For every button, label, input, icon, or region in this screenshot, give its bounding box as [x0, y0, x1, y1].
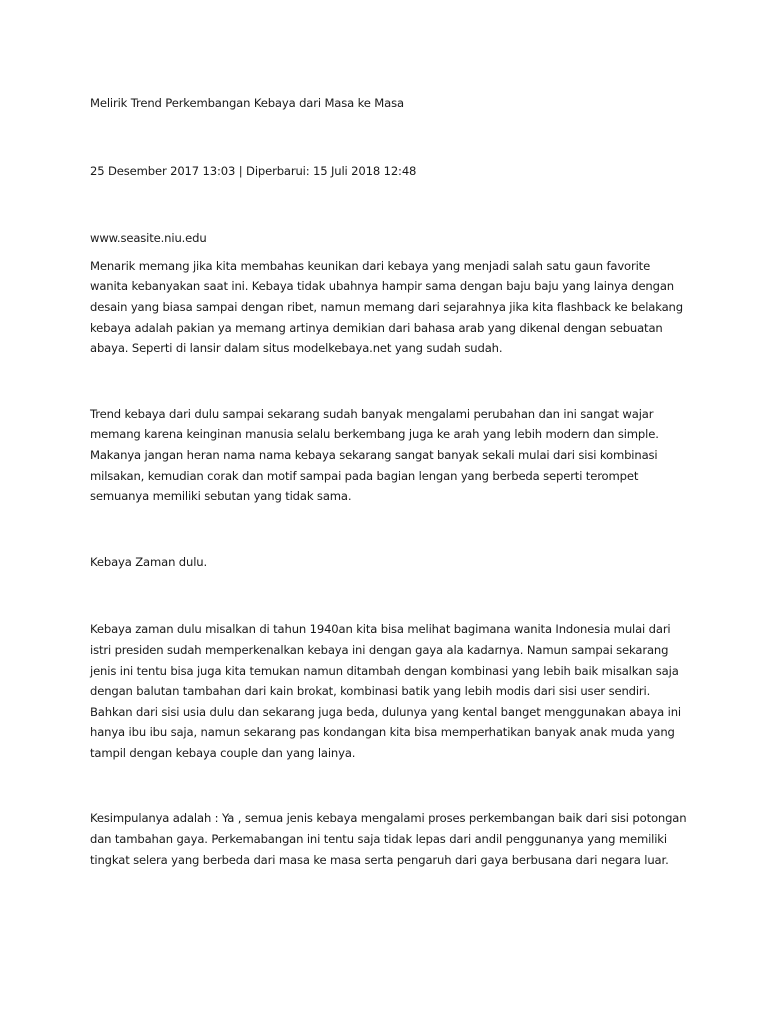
- paragraph-conclusion: Kesimpulanya adalah : Ya , semua jenis kebaya mengalami proses perkembangan baik dari sisi potongan dan tambahan gaya. Perkemabangan ini tentu saja tidak lepas dari andil penggunanya yang memiliki tingkat selera yang berbeda dari masa ke masa serta pengaruh dari gaya berbusana dari negara luar.: [90, 811, 687, 867]
- document-title: Melirik Trend Perkembangan Kebaya dari Masa ke Masa: [90, 96, 404, 110]
- paragraph-intro: Menarik memang jika kita membahas keunikan dari kebaya yang menjadi salah satu gaun favorite wanita kebanyakan saat ini. Kebaya tidak ubahnya hampir sama dengan baju baju yang lainya dengan desain yang biasa sampai dengan ribet, namun memang dari sejarahnya jika kita flashback ke belakang kebaya adalah pakian ya memang artinya demikian dari bahasa arab yang dikenal dengan sebuatan abaya. Seperti di lansir dalam situs modelkebaya.net yang sudah sudah.: [90, 258, 683, 356]
- document-body: [90, 93, 690, 870]
- paragraph-history: Kebaya zaman dulu misalkan di tahun 1940an kita bisa melihat bagimana wanita Indonesia mulai dari istri presiden sudah memperkenalkan kebaya ini dengan gaya ala kadarnya. Namun sampai sekarang jenis ini tentu bisa juga kita temukan namun ditambah dengan kombinasi yang lebih baik misalkan saja dengan balutan tambahan dari kain brokat, kombinasi batik yang lebih modis dari sisi user sendiri. Bahkan dari sisi usia dulu dan sekarang juga beda, dulunya yang kental banget menggunakan abaya ini hanya ibu ibu saja, namun sekarang pas kondangan kita bisa memperhatikan banyak anak muda yang tampil dengan kebaya couple dan yang lainya.: [90, 622, 681, 760]
- paragraph-trend: Trend kebaya dari dulu sampai sekarang sudah banyak mengalami perubahan dan ini sangat wajar memang karena keinginan manusia selalu berkembang juga ke arah yang lebih modern dan simple. Makanya jangan heran nama nama kebaya sekarang sangat banyak sekali mulai dari sisi kombinasi milsakan, kemudian corak dan motif sampai pada bagian lengan yang berbeda seperti terompet semuanya memiliki sebutan yang tidak sama.: [90, 406, 659, 504]
- source-url: www.seasite.niu.edu: [90, 231, 207, 246]
- publish-date: 25 Desember 2017 13:03 | Diperbarui: 15 Juli 2018 12:48: [90, 163, 417, 178]
- section-heading: Kebaya Zaman dulu.: [90, 554, 208, 569]
